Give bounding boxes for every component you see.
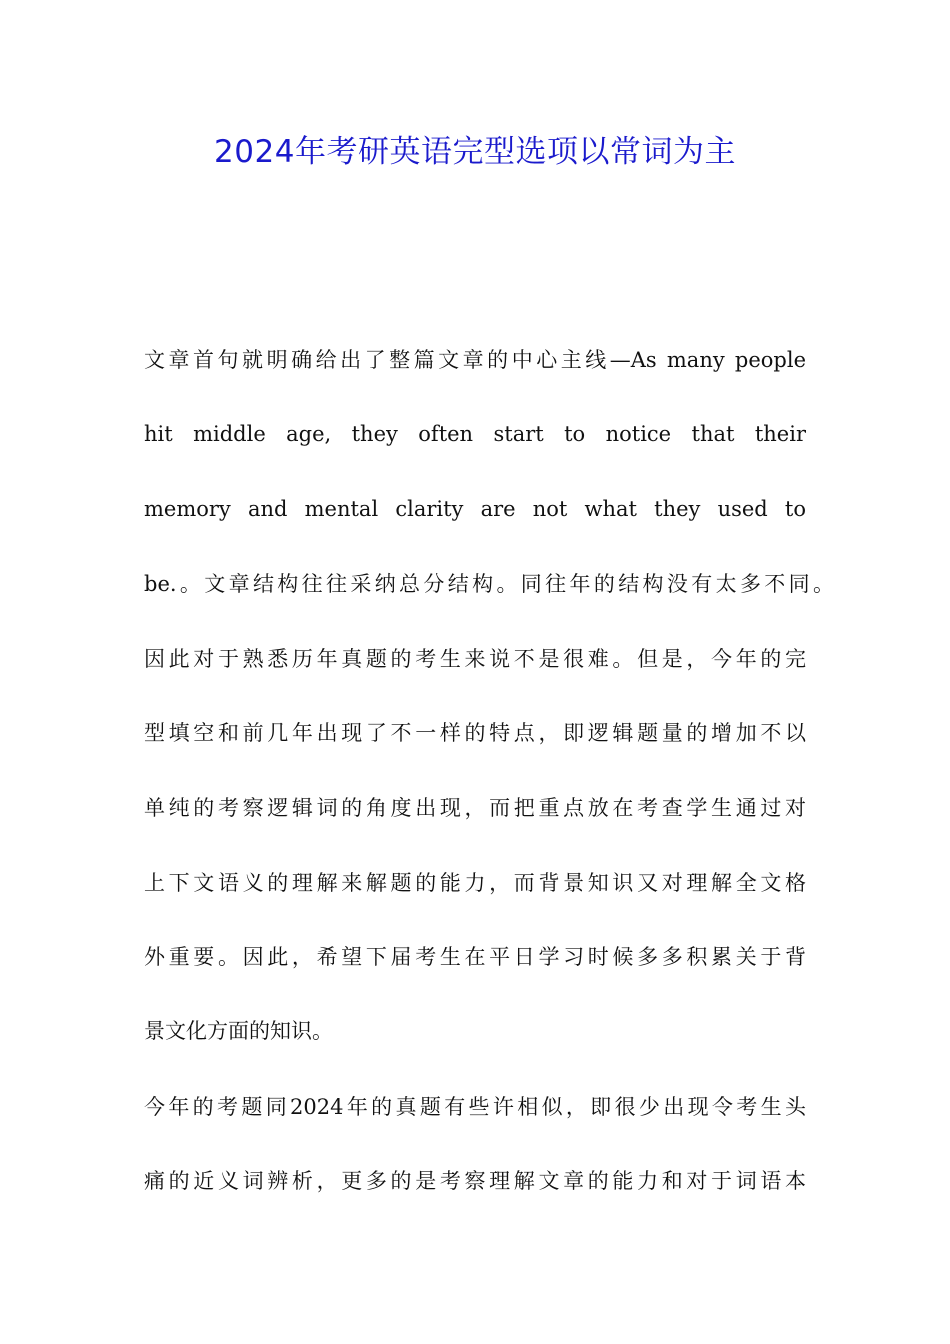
paragraph-2-line-2: 痛的近义词辨析，更多的是考察理解文章的能力和对于词语本 (144, 1169, 806, 1193)
paragraph-1-line-3: memory and mental clarity are not what they used to (144, 497, 806, 521)
paragraph-1-line-4: be.。文章结构往往采纳总分结构。同往年的结构没有太多不同。 (144, 572, 834, 596)
paragraph-1-line-5: 因此对于熟悉历年真题的考生来说不是很难。但是，今年的完 (144, 647, 806, 671)
paragraph-1-line-1: 文章首句就明确给出了整篇文章的中心主线—As many people (144, 348, 806, 372)
paragraph-1-line-8: 上下文语义的理解来解题的能力，而背景知识又对理解全文格 (144, 871, 806, 895)
paragraph-1-line-6: 型填空和前几年出现了不一样的特点，即逻辑题量的增加不以 (144, 721, 806, 745)
paragraph-1-line-10: 景文化方面的知识。 (144, 1019, 333, 1043)
paragraph-1-line-7: 单纯的考察逻辑词的角度出现，而把重点放在考查学生通过对 (144, 796, 806, 820)
paragraph-1-line-9: 外重要。因此，希望下届考生在平日学习时候多多积累关于背 (144, 945, 806, 969)
document-title: 2024年考研英语完型选项以常词为主 (214, 134, 736, 170)
paragraph-1-line-2: hit middle age, they often start to notice that their (144, 422, 806, 446)
paragraph-2-line-1: 今年的考题同2024年的真题有些许相似，即很少出现令考生头 (144, 1095, 806, 1119)
